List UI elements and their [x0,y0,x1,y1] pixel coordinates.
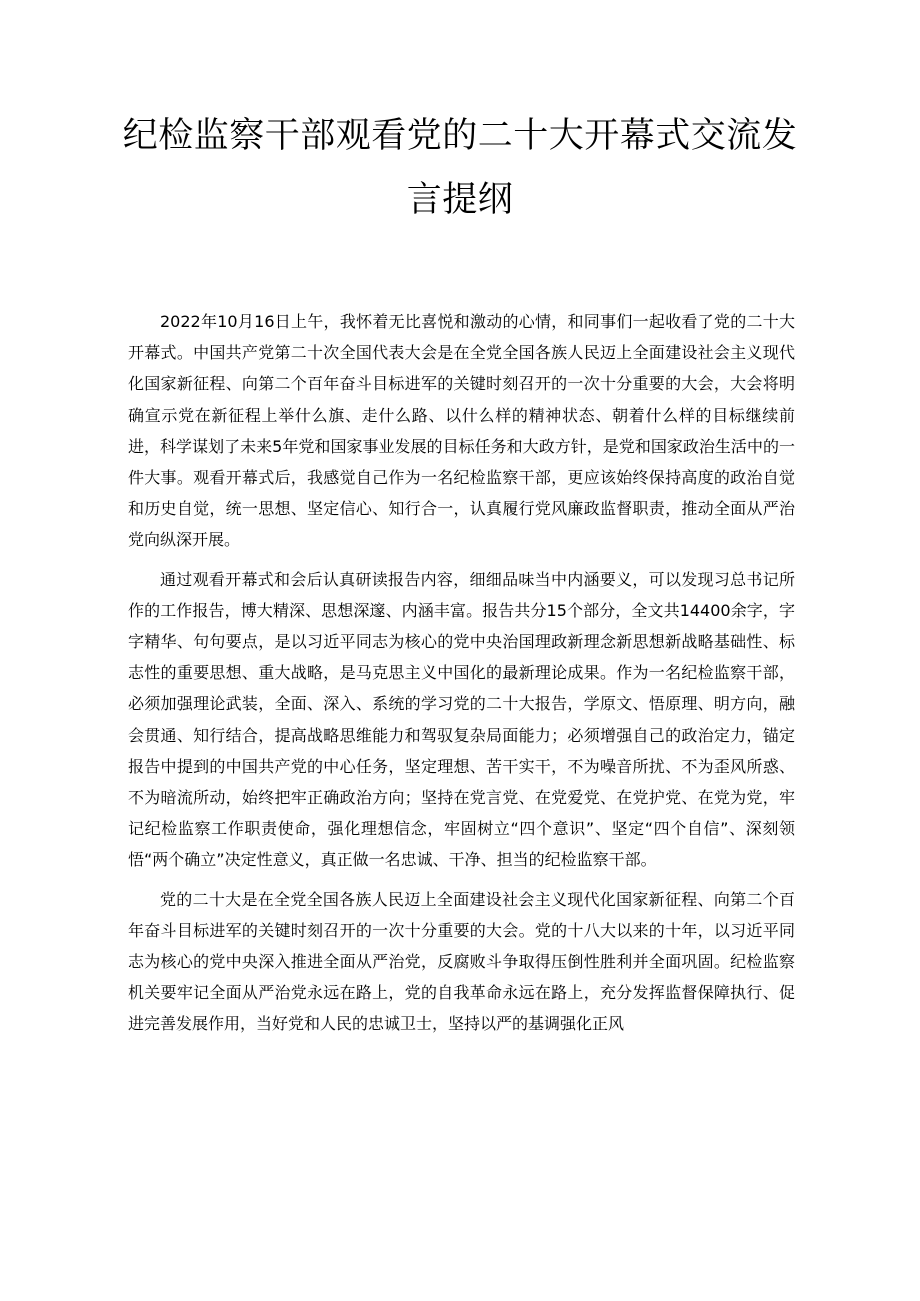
paragraph-1: 2022年10月16日上午，我怀着无比喜悦和激动的心情，和同事们一起收看了党的二十大开幕式。中国共产党第二十次全国代表大会是在全党全国各族人民迈上全面建设社会主义现代化国家新征程、向第二个百年奋斗目标进军的关键时刻召开的一次十分重要的大会，大会将明确宣示党在新征程上举什么旗、走什么路、以什么样的精神状态、朝着什么样的目标继续前进，科学谋划了未来5年党和国家事业发展的目标任务和大政方针，是党和国家政治生活中的一件大事。观看开幕式后，我感觉自己作为一名纪检监察干部，更应该始终保持高度的政治自觉和历史自觉，统一思想、坚定信心、知行合一，认真履行党风廉政监督职责，推动全面从严治党向纵深开展。 [128,312,795,550]
paragraph-2: 通过观看开幕式和会后认真研读报告内容，细细品味当中内涵要义，可以发现习总书记所作的工作报告，博大精深、思想深邃、内涵丰富。报告共分15个部分，全文共14400余字，字字精华、句句要点，是以习近平同志为核心的党中央治国理政新理念新思想新战略基础性、标志性的重要思想、重大战略，是马克思主义中国化的最新理论成果。作为一名纪检监察干部，必须加强理论武装，全面、深入、系统的学习党的二十大报告，学原文、悟原理、明方向，融会贯通、知行结合，提高战略思维能力和驾驭复杂局面能力；必须增强自己的政治定力，锚定报告中提到的中国共产党的中心任务，坚定理想、苦干实干，不为噪音所扰、不为歪风所惑、不为暗流所动，始终把牢正确政治方向；坚持在党言党、在党爱党、在党护党、在党为党，牢记纪检监察工作职责使命，强化理想信念，牢固树立“四个意识”、坚定“四个自信”、深刻领悟“两个确立”决定性意义，真正做一名忠诚、干净、担当的纪检监察干部。 [128,569,795,870]
document-body [128,306,795,1048]
paragraph-3: 党的二十大是在全党全国各族人民迈上全面建设社会主义现代化国家新征程、向第二个百年奋斗目标进军的关键时刻召开的一次十分重要的大会。党的十八大以来的十年，以习近平同志为核心的党中央深入推进全面从严治党，反腐败斗争取得压倒性胜利并全面巩固。纪检监察机关要牢记全面从严治党永远在路上，党的自我革命永远在路上，充分发挥监督保障执行、促进完善发展作用，当好党和人民的忠诚卫士，坚持以严的基调强化正风 [128,889,795,1034]
document-title: 纪检监察干部观看党的二十大开幕式交流发言提纲 [122,116,798,220]
